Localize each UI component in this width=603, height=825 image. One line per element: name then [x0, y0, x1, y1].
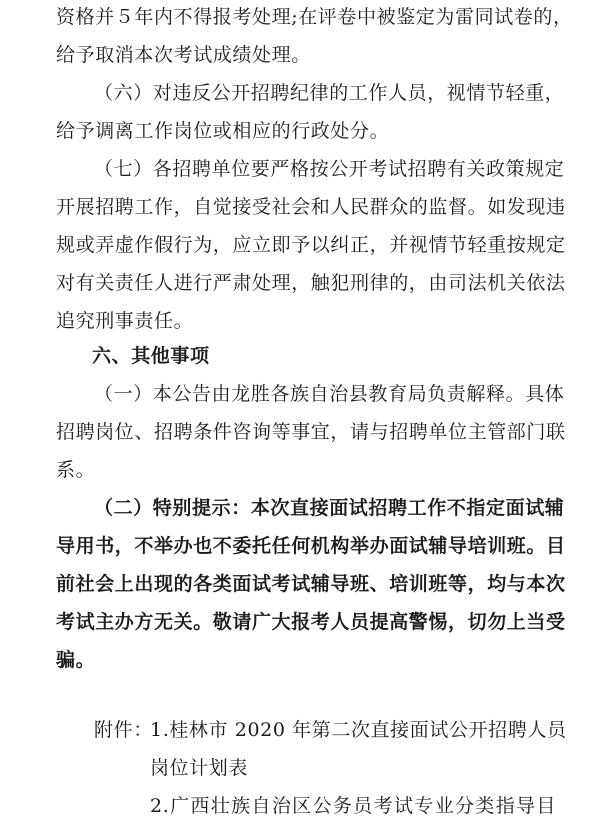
paragraph-7-line: 追究刑事责任。 — [56, 310, 194, 332]
item-2-line: 导用书，不举办也不委托任何机构举办面试辅导培训班。目 — [56, 535, 566, 557]
paragraph-7-line: 开展招聘工作，自觉接受社会和人民群众的监督。如发现违 — [56, 196, 566, 218]
paragraph-line: 给予取消本次考试成绩处理。 — [56, 44, 311, 66]
attachment-1-line: 岗位计划表 — [150, 757, 249, 779]
paragraph-7-line: （七）各招聘单位要严格按公开考试招聘有关政策规定 — [94, 158, 565, 180]
attachment-2-line: 2.广西壮族自治区公务员考试专业分类指导目 — [150, 795, 556, 817]
paragraph-7-line: 规或弄虚作假行为，应立即予以纠正，并视情节轻重按规定 — [56, 234, 566, 256]
item-1-line: 招聘岗位、招聘条件咨询等事宜，请与招聘单位主管部门联 — [56, 421, 566, 443]
attachment-1-line: 1.桂林市 2020 年第二次直接面试公开招聘人员 — [150, 719, 567, 741]
item-2-line: 骗。 — [56, 649, 96, 671]
attachments-label: 附件： — [94, 719, 153, 741]
paragraph-6-line: 给予调离工作岗位或相应的行政处分。 — [56, 120, 390, 142]
paragraph-6-line: （六）对违反公开招聘纪律的工作人员，视情节轻重， — [94, 82, 565, 104]
item-1-line: 系。 — [56, 459, 96, 481]
item-2-line: 考试主办方无关。敬请广大报考人员提高警惕，切勿上当受 — [56, 611, 566, 633]
item-2-line: （二）特别提示：本次直接面试招聘工作不指定面试辅 — [94, 497, 565, 519]
paragraph-line: 资格并５年内不得报考处理;在评卷中被鉴定为雷同试卷的， — [56, 6, 573, 28]
item-2-line: 前社会上出现的各类面试考试辅导班、培训班等，均与本次 — [56, 573, 566, 595]
paragraph-7-line: 对有关责任人进行严肃处理，触犯刑律的，由司法机关依法 — [56, 272, 566, 294]
section-heading: 六、其他事项 — [92, 345, 210, 367]
item-1-line: （一）本公告由龙胜各族自治县教育局负责解释。具体 — [94, 383, 565, 405]
